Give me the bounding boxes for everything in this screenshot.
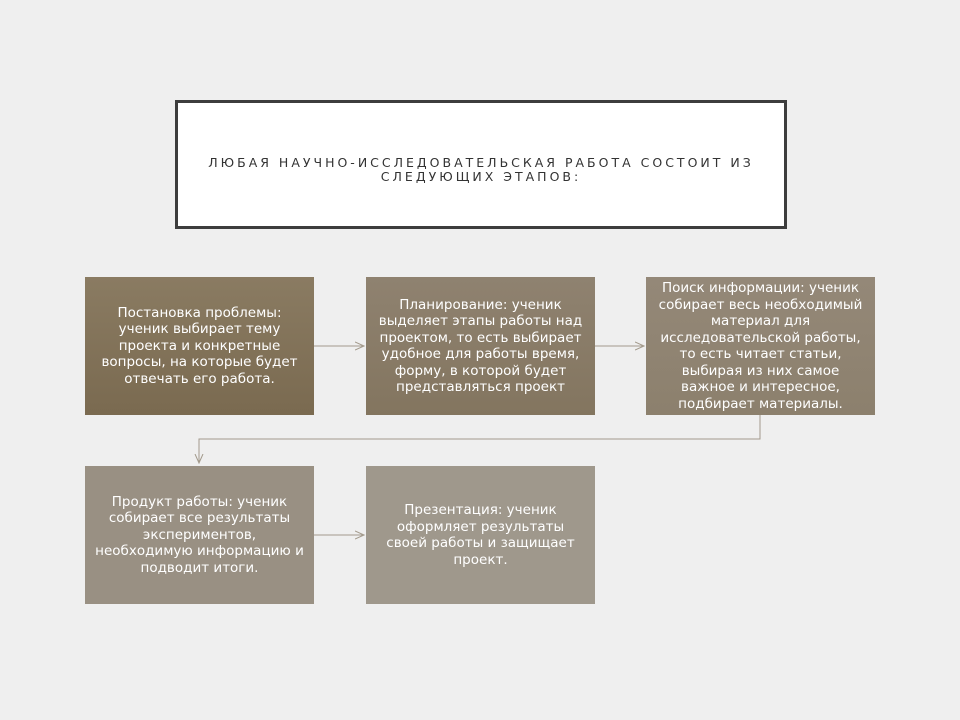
step-text-planning: Планирование: ученик выделяет этапы работы над проектом, то есть выбирает удобное для работы время, форму, в которой будет представляться проект	[378, 296, 583, 395]
step-text-search: Поиск информации: ученик собирает весь необходимый материал для исследовательской работы, то есть читает статьи, выбирая из них самое важное и интересное, подбирает материалы.	[658, 280, 863, 412]
arrow-step3-to-step4	[199, 415, 760, 463]
step-text-problem: Постановка проблемы: ученик выбирает тему проекта и конкретные вопросы, на которые будет отвечать его работа.	[101, 304, 298, 387]
step-box-search	[646, 277, 875, 415]
step-box-planning	[366, 277, 595, 415]
step-text-presentation: Презентация: ученик оформляет результаты своей работы и защищает проект.	[386, 502, 575, 568]
slide-title: ЛЮБАЯ НАУЧНО-ИССЛЕДОВАТЕЛЬСКАЯ РАБОТА СОСТОИТ ИЗ СЛЕДУЮЩИХ ЭТАПОВ:	[208, 154, 754, 184]
step-text-product: Продукт работы: ученик собирает все результаты экспериментов, необходимую информацию и подводит итоги.	[95, 493, 304, 576]
step-box-problem	[85, 277, 314, 415]
step-box-presentation	[366, 466, 595, 604]
step-box-product	[85, 466, 314, 604]
